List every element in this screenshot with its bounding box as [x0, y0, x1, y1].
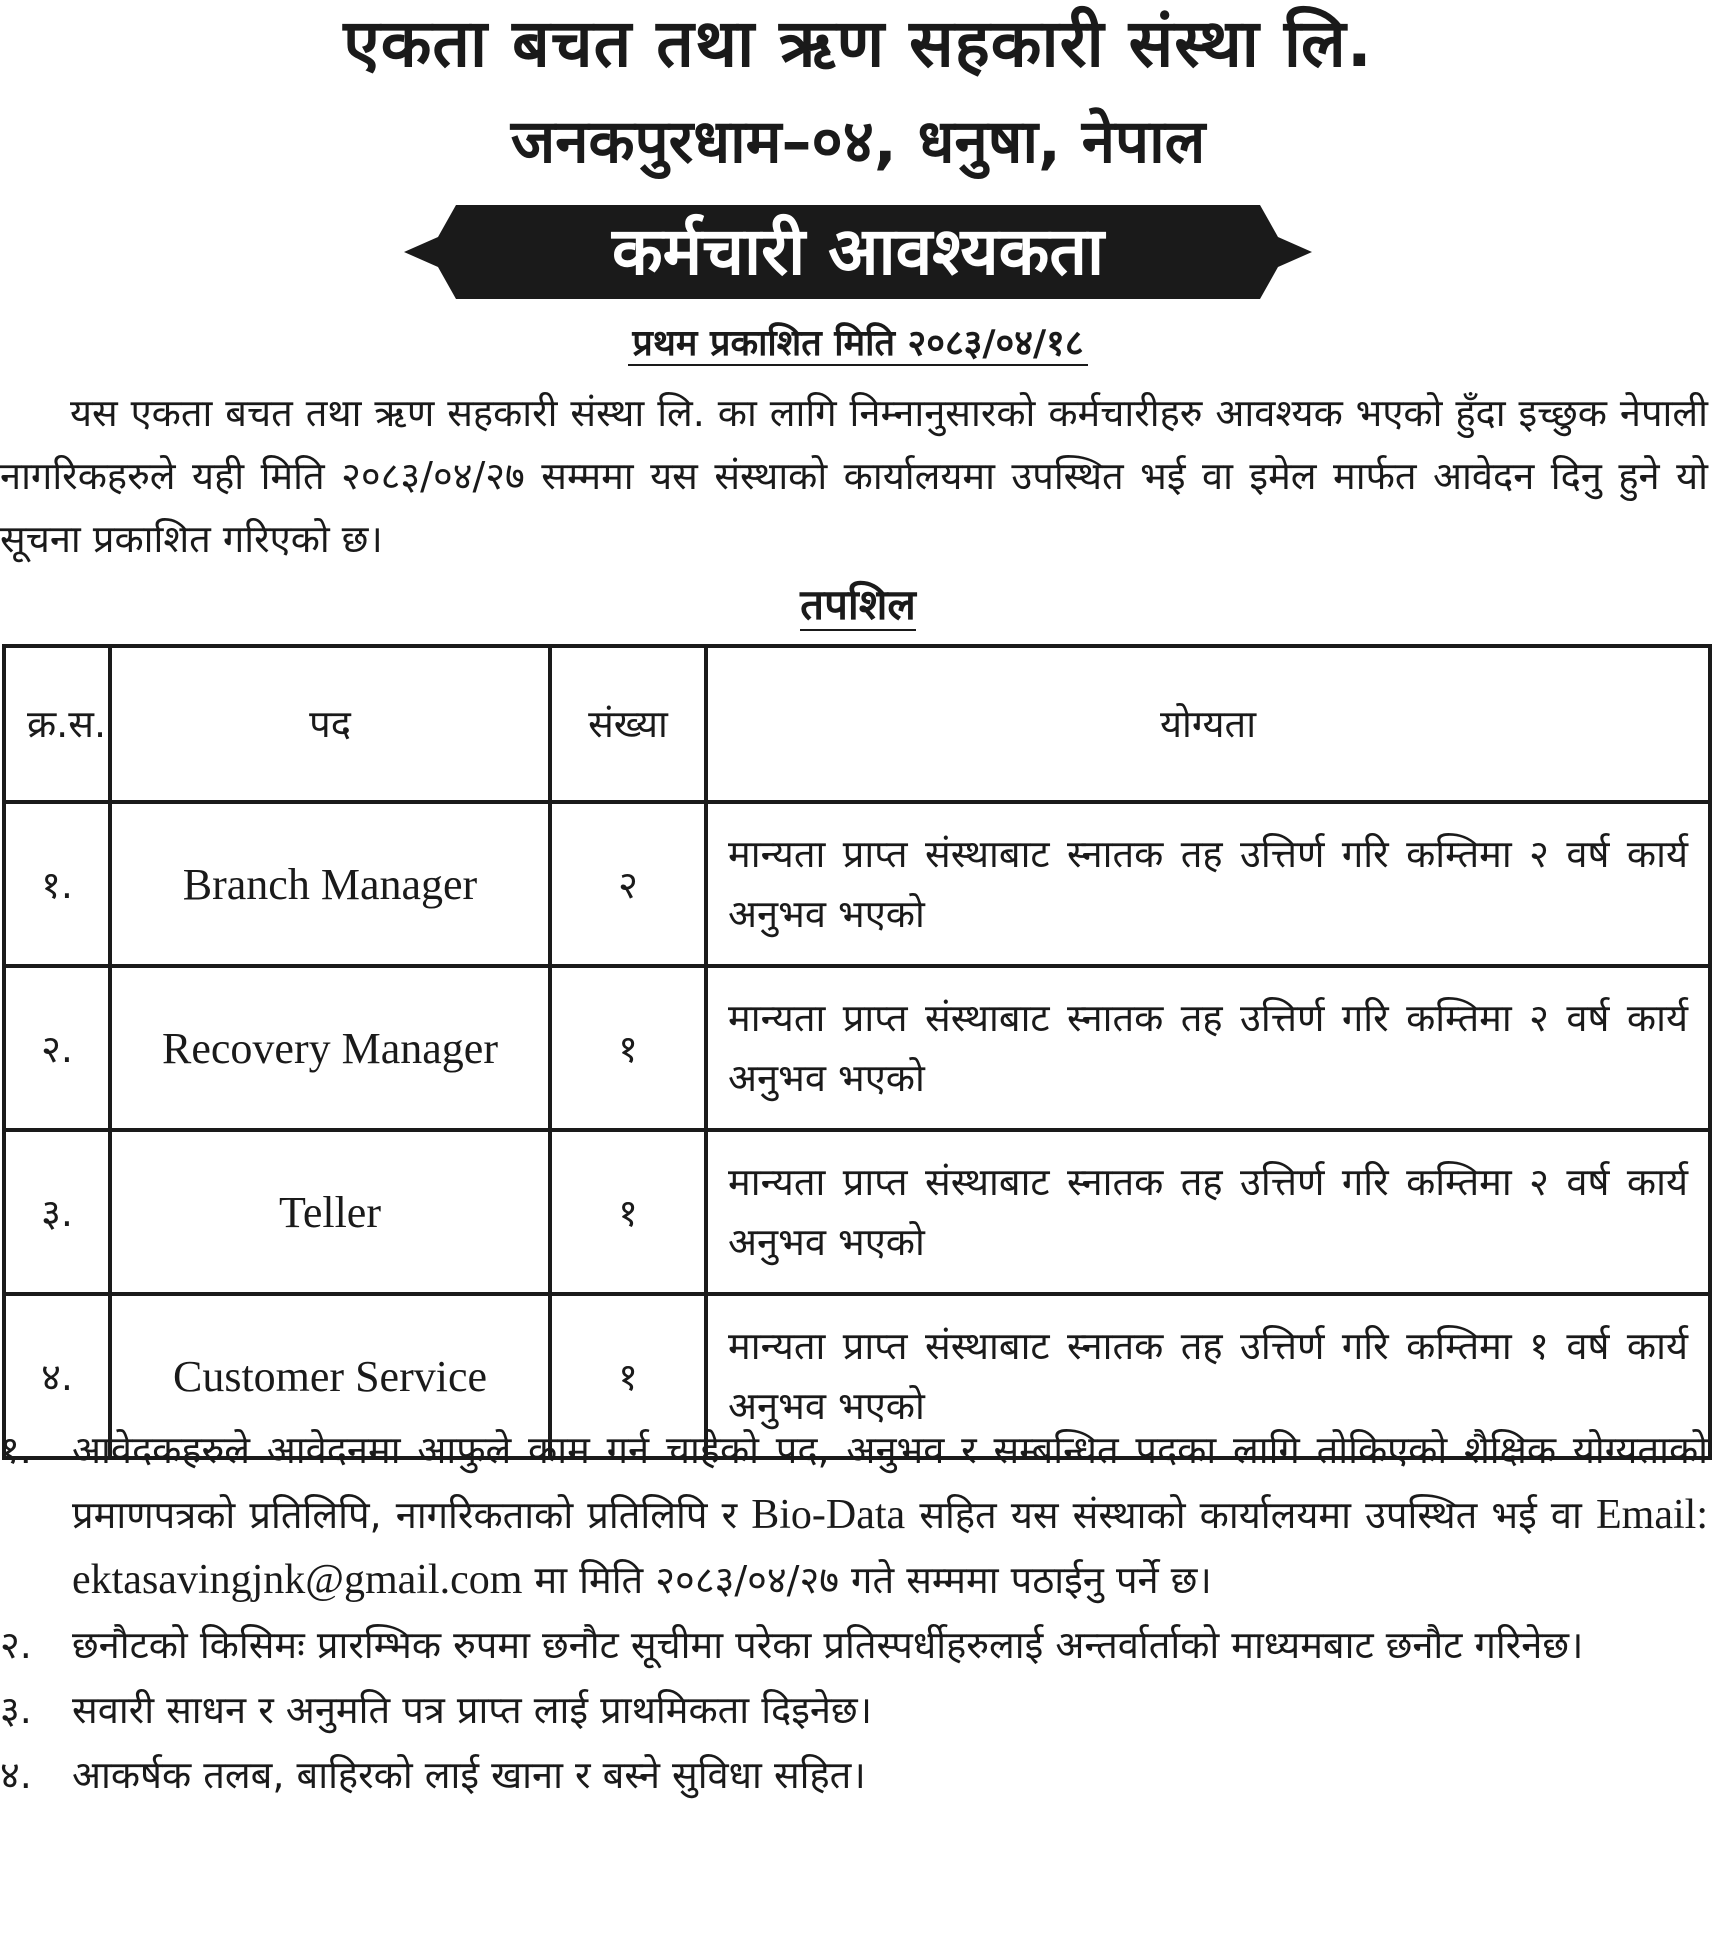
header-qualification: योग्यता [706, 646, 1710, 802]
row-post: Customer Service [110, 1294, 550, 1458]
details-heading [0, 578, 1716, 632]
row-qualification: मान्यता प्राप्त संस्थाबाट स्नातक तह उत्तिर्ण गरि कम्तिमा २ वर्ष कार्य अनुभव भएको [706, 1130, 1710, 1294]
note-number: २. [0, 1623, 32, 1667]
note-text-part: आवेदकहरुले आवेदनमा आफुले काम गर्न चाहेको पद, अनुभव र सम्बन्धित पदका लागि तोकिएको शैक्षिक योग्यताको प्रमाणपत्रको प्रतिलिपि, नागरिकताको प्रतिलिपि र [72, 1428, 1708, 1537]
banner-title: कर्मचारी आवश्यकता [611, 213, 1105, 290]
note-item-4 [0, 1743, 1708, 1808]
row-sn: ३. [4, 1130, 110, 1294]
row-qualification: मान्यता प्राप्त संस्थाबाट स्नातक तह उत्तिर्ण गरि कम्तिमा २ वर्ष कार्य अनुभव भएको [706, 966, 1710, 1130]
details-heading-text: तपशिल [800, 580, 916, 629]
note-item-1 [0, 1418, 1708, 1613]
row-count: १ [550, 1294, 706, 1458]
note-text: सवारी साधन र अनुमति पत्र प्राप्त लाई प्राथमिकता दिइनेछ। [72, 1688, 873, 1732]
header-sn: क्र.स. [4, 646, 110, 802]
row-sn: १. [4, 802, 110, 966]
row-count: १ [550, 966, 706, 1130]
table-row [4, 802, 1710, 966]
note-number: ३. [0, 1688, 32, 1732]
header-post: पद [110, 646, 550, 802]
row-post: Teller [110, 1130, 550, 1294]
row-post: Branch Manager [110, 802, 550, 966]
notes-list [0, 1418, 1708, 1808]
table-row [4, 1130, 1710, 1294]
header-count: संख्या [550, 646, 706, 802]
note-email: Email: ektasavingjnk@gmail.com [72, 1492, 1708, 1603]
row-sn: २. [4, 966, 110, 1130]
note-biodata: Bio-Data [751, 1492, 906, 1538]
published-date [0, 320, 1716, 368]
row-count: १ [550, 1130, 706, 1294]
intro-paragraph: यस एकता बचत तथा ऋण सहकारी संस्था लि. का लागि निम्नानुसारको कर्मचारीहरु आवश्यक भएको हुँदा इच्छुक नेपाली नागरिकहरुले यही मिति २०८३/०४/२७ सम्ममा यस संस्थाको कार्यालयमा उपस्थित भई वा इमेल मार्फत आवेदन दिनु हुने यो सूचना प्रकाशित गरिएको छ। [0, 391, 1708, 561]
published-date-text: प्रथम प्रकाशित मिति २०८३/०४/१८ [628, 323, 1087, 366]
note-item-2 [0, 1613, 1708, 1678]
table-row [4, 966, 1710, 1130]
row-qualification: मान्यता प्राप्त संस्थाबाट स्नातक तह उत्तिर्ण गरि कम्तिमा २ वर्ष कार्य अनुभव भएको [706, 802, 1710, 966]
note-number: ४. [0, 1753, 32, 1797]
note-text-part: मा मिति २०८३/०४/२७ गते सम्ममा पठाईनु पर्ने छ। [522, 1558, 1212, 1602]
row-qualification: मान्यता प्राप्त संस्थाबाट स्नातक तह उत्तिर्ण गरि कम्तिमा १ वर्ष कार्य अनुभव भएको [706, 1294, 1710, 1458]
table-header-row [4, 646, 1710, 802]
row-post: Recovery Manager [110, 966, 550, 1130]
vacancy-banner [404, 205, 1312, 299]
note-item-3 [0, 1678, 1708, 1743]
note-text [72, 1418, 1708, 1613]
org-address: जनकपुरधाम–०४, धनुषा, नेपाल [510, 107, 1206, 177]
row-sn: ४. [4, 1294, 110, 1458]
note-text-part: सहित यस संस्थाको कार्यालयमा उपस्थित भई वा [905, 1493, 1597, 1537]
note-number: १. [0, 1428, 32, 1472]
note-text: छनौटको किसिमः प्रारम्भिक रुपमा छनौट सूचीमा परेका प्रतिस्पर्धीहरुलाई अन्तर्वार्ताको माध्यमबाट छनौट गरिनेछ। [72, 1623, 1584, 1667]
row-count: २ [550, 802, 706, 966]
vacancy-table [2, 644, 1712, 1460]
org-title: एकता बचत तथा ऋण सहकारी संस्था लि. [343, 5, 1373, 82]
note-text: आकर्षक तलब, बाहिरको लाई खाना र बस्ने सुविधा सहित। [72, 1753, 866, 1797]
